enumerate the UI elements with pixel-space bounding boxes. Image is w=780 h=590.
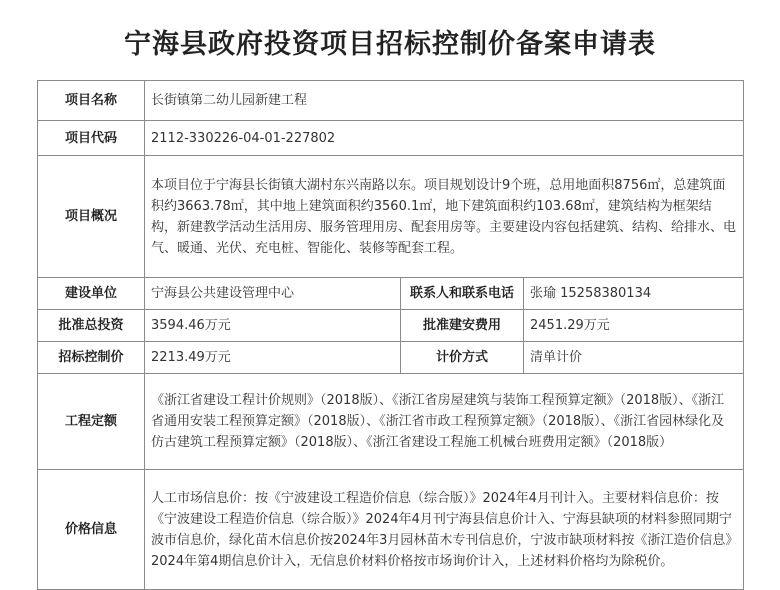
project-overview-label: 项目概况 — [38, 156, 145, 278]
construction-unit-label: 建设单位 — [38, 278, 145, 310]
bid-control-price-value: 2213.49万元 — [145, 342, 401, 374]
contact-label: 联系人和联系电话 — [401, 278, 524, 310]
table-row — [38, 156, 744, 278]
table-row — [38, 121, 744, 156]
project-overview-value: 本项目位于宁海县长街镇大湖村东兴南路以东。项目规划设计9个班，总用地面积8756㎡，总建筑面积约3663.78㎡，其中地上建筑面积约3560.1㎡，地下建筑面积约103.68㎡，建筑结构为框架结构，新建教学活动生活用房、服务管理用房、配套用房等。主要建设内容包括建筑、结构、给排水、电气、暖通、光伏、充电桩、智能化、装修等配套工程。 — [145, 156, 744, 278]
bid-control-price-label: 招标控制价 — [38, 342, 145, 374]
project-code-value: 2112-330226-04-01-227802 — [145, 121, 744, 156]
approved-total-investment-label: 批准总投资 — [38, 310, 145, 342]
table-row — [38, 81, 744, 121]
engineering-quota-label: 工程定额 — [38, 374, 145, 470]
table-row — [38, 278, 744, 310]
table-row — [38, 470, 744, 590]
engineering-quota-value: 《浙江省建设工程计价规则》（2018版）、《浙江省房屋建筑与装饰工程预算定额》（2018版）、《浙江省通用安装工程预算定额》（2018版）、《浙江省市政工程预算定额》（2018版）、《浙江省园林绿化及仿古建筑工程预算定额》（2018版）、《浙江省建设工程施工机械台班费用定额》（2018版） — [145, 374, 744, 470]
contact-value: 张瑜 15258380134 — [524, 278, 744, 310]
approved-install-cost-label: 批准建安费用 — [401, 310, 524, 342]
document-title: 宁海县政府投资项目招标控制价备案申请表 — [124, 29, 656, 60]
approved-install-cost-value: 2451.29万元 — [524, 310, 744, 342]
table-row — [38, 310, 744, 342]
pricing-method-label: 计价方式 — [401, 342, 524, 374]
pricing-method-value: 清单计价 — [524, 342, 744, 374]
filing-table — [37, 80, 744, 590]
table-row — [38, 374, 744, 470]
project-name-label: 项目名称 — [38, 81, 145, 121]
construction-unit-value: 宁海县公共建设管理中心 — [145, 278, 401, 310]
price-info-label: 价格信息 — [38, 470, 145, 590]
project-name-value: 长街镇第二幼儿园新建工程 — [145, 81, 744, 121]
table-row — [38, 342, 744, 374]
price-info-value: 人工市场信息价：按《宁波建设工程造价信息（综合版）》2024年4月刊计入。主要材料信息价：按《宁波建设工程造价信息（综合版）》2024年4月刊宁海县信息价计入、宁海县缺项的材料参照同期宁波市信息价，绿化苗木信息价按2024年3月园林苗木专刊信息价，宁波市缺项材料按《浙江造价信息》2024年第4期信息价计入，无信息价材料价格按市场询价计入，上述材料价格均为除税价。 — [145, 470, 744, 590]
project-code-label: 项目代码 — [38, 121, 145, 156]
approved-total-investment-value: 3594.46万元 — [145, 310, 401, 342]
